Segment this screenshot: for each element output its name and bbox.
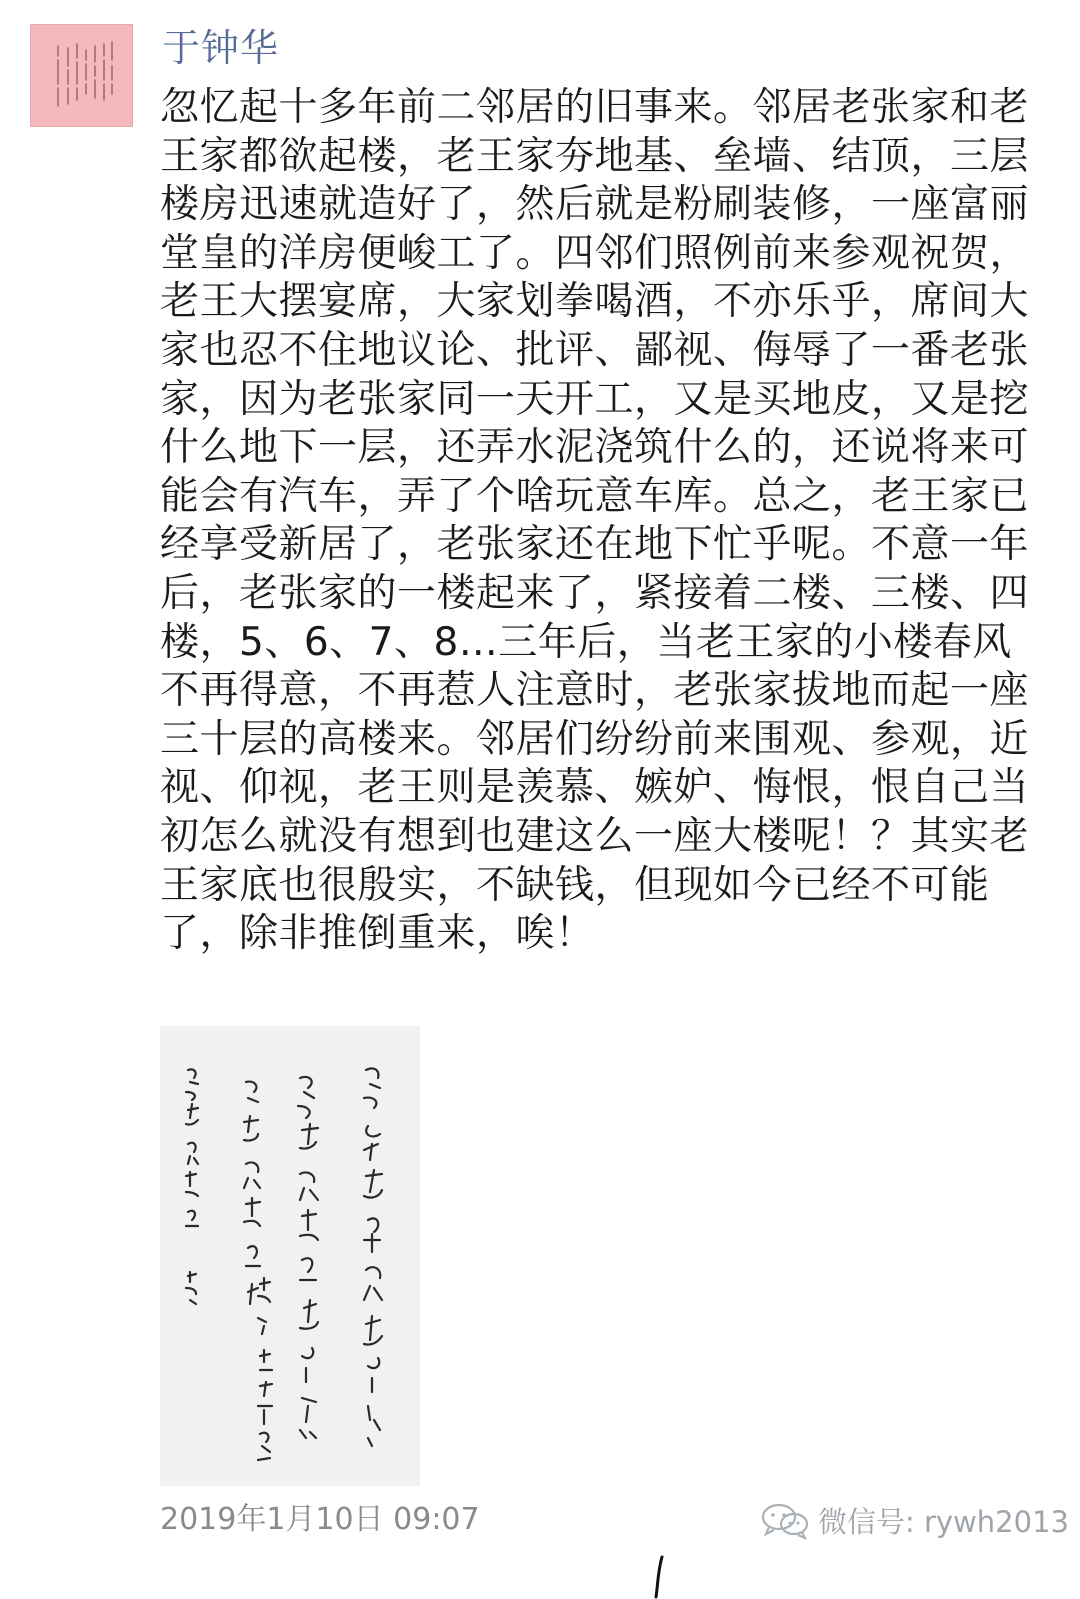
calligraphy-thumbnail-icon — [48, 38, 118, 114]
post-photo[interactable] — [160, 1026, 420, 1486]
username[interactable]: 于钟华 — [162, 26, 280, 70]
post-timestamp: 2019年1月10日 09:07 — [160, 1502, 480, 1537]
watermark-text: 微信号: rywh2013 — [818, 1504, 1069, 1539]
scroll-indicator-icon — [650, 1555, 670, 1599]
calligraphy-image — [160, 1026, 420, 1486]
wechat-icon — [758, 1500, 812, 1540]
wechat-watermark — [758, 1498, 1069, 1542]
avatar[interactable] — [30, 24, 133, 127]
post-text: 忽忆起十多年前二邻居的旧事来。邻居老张家和老王家都欲起楼，老王家夯地基、垒墙、结顶，三层楼房迅速就造好了，然后就是粉刷装修，一座富丽堂皇的洋房便峻工了。四邻们照例前来参观祝贺，老王大摆宴席，大家划拳喝酒，不亦乐乎，席间大家也忍不住地议论、批评、鄙视、侮辱了一番老张家，因为老张家同一天开工，又是买地皮，又是挖什么地下一层，还弄水泥浇筑什么的，还说将来可能会有汽车，弄了个啥玩意车库。总之，老王家已经享受新居了，老张家还在地下忙乎呢。不意一年后，老张家的一楼起来了，紧接着二楼、三楼、四楼，5、6、7、8…三年后，当老王家的小楼春风不再得意，不再惹人注意时，老张家拔地而起一座三十层的高楼来。邻居们纷纷前来围观、参观，近视、仰视，老王则是羡慕、嫉妒、悔恨，恨自己当初怎么就没有想到也建这么一座大楼呢！？其实老王家底也很殷实，不缺钱，但现如今已经不可能了，除非推倒重来，唉！ — [160, 85, 1030, 957]
